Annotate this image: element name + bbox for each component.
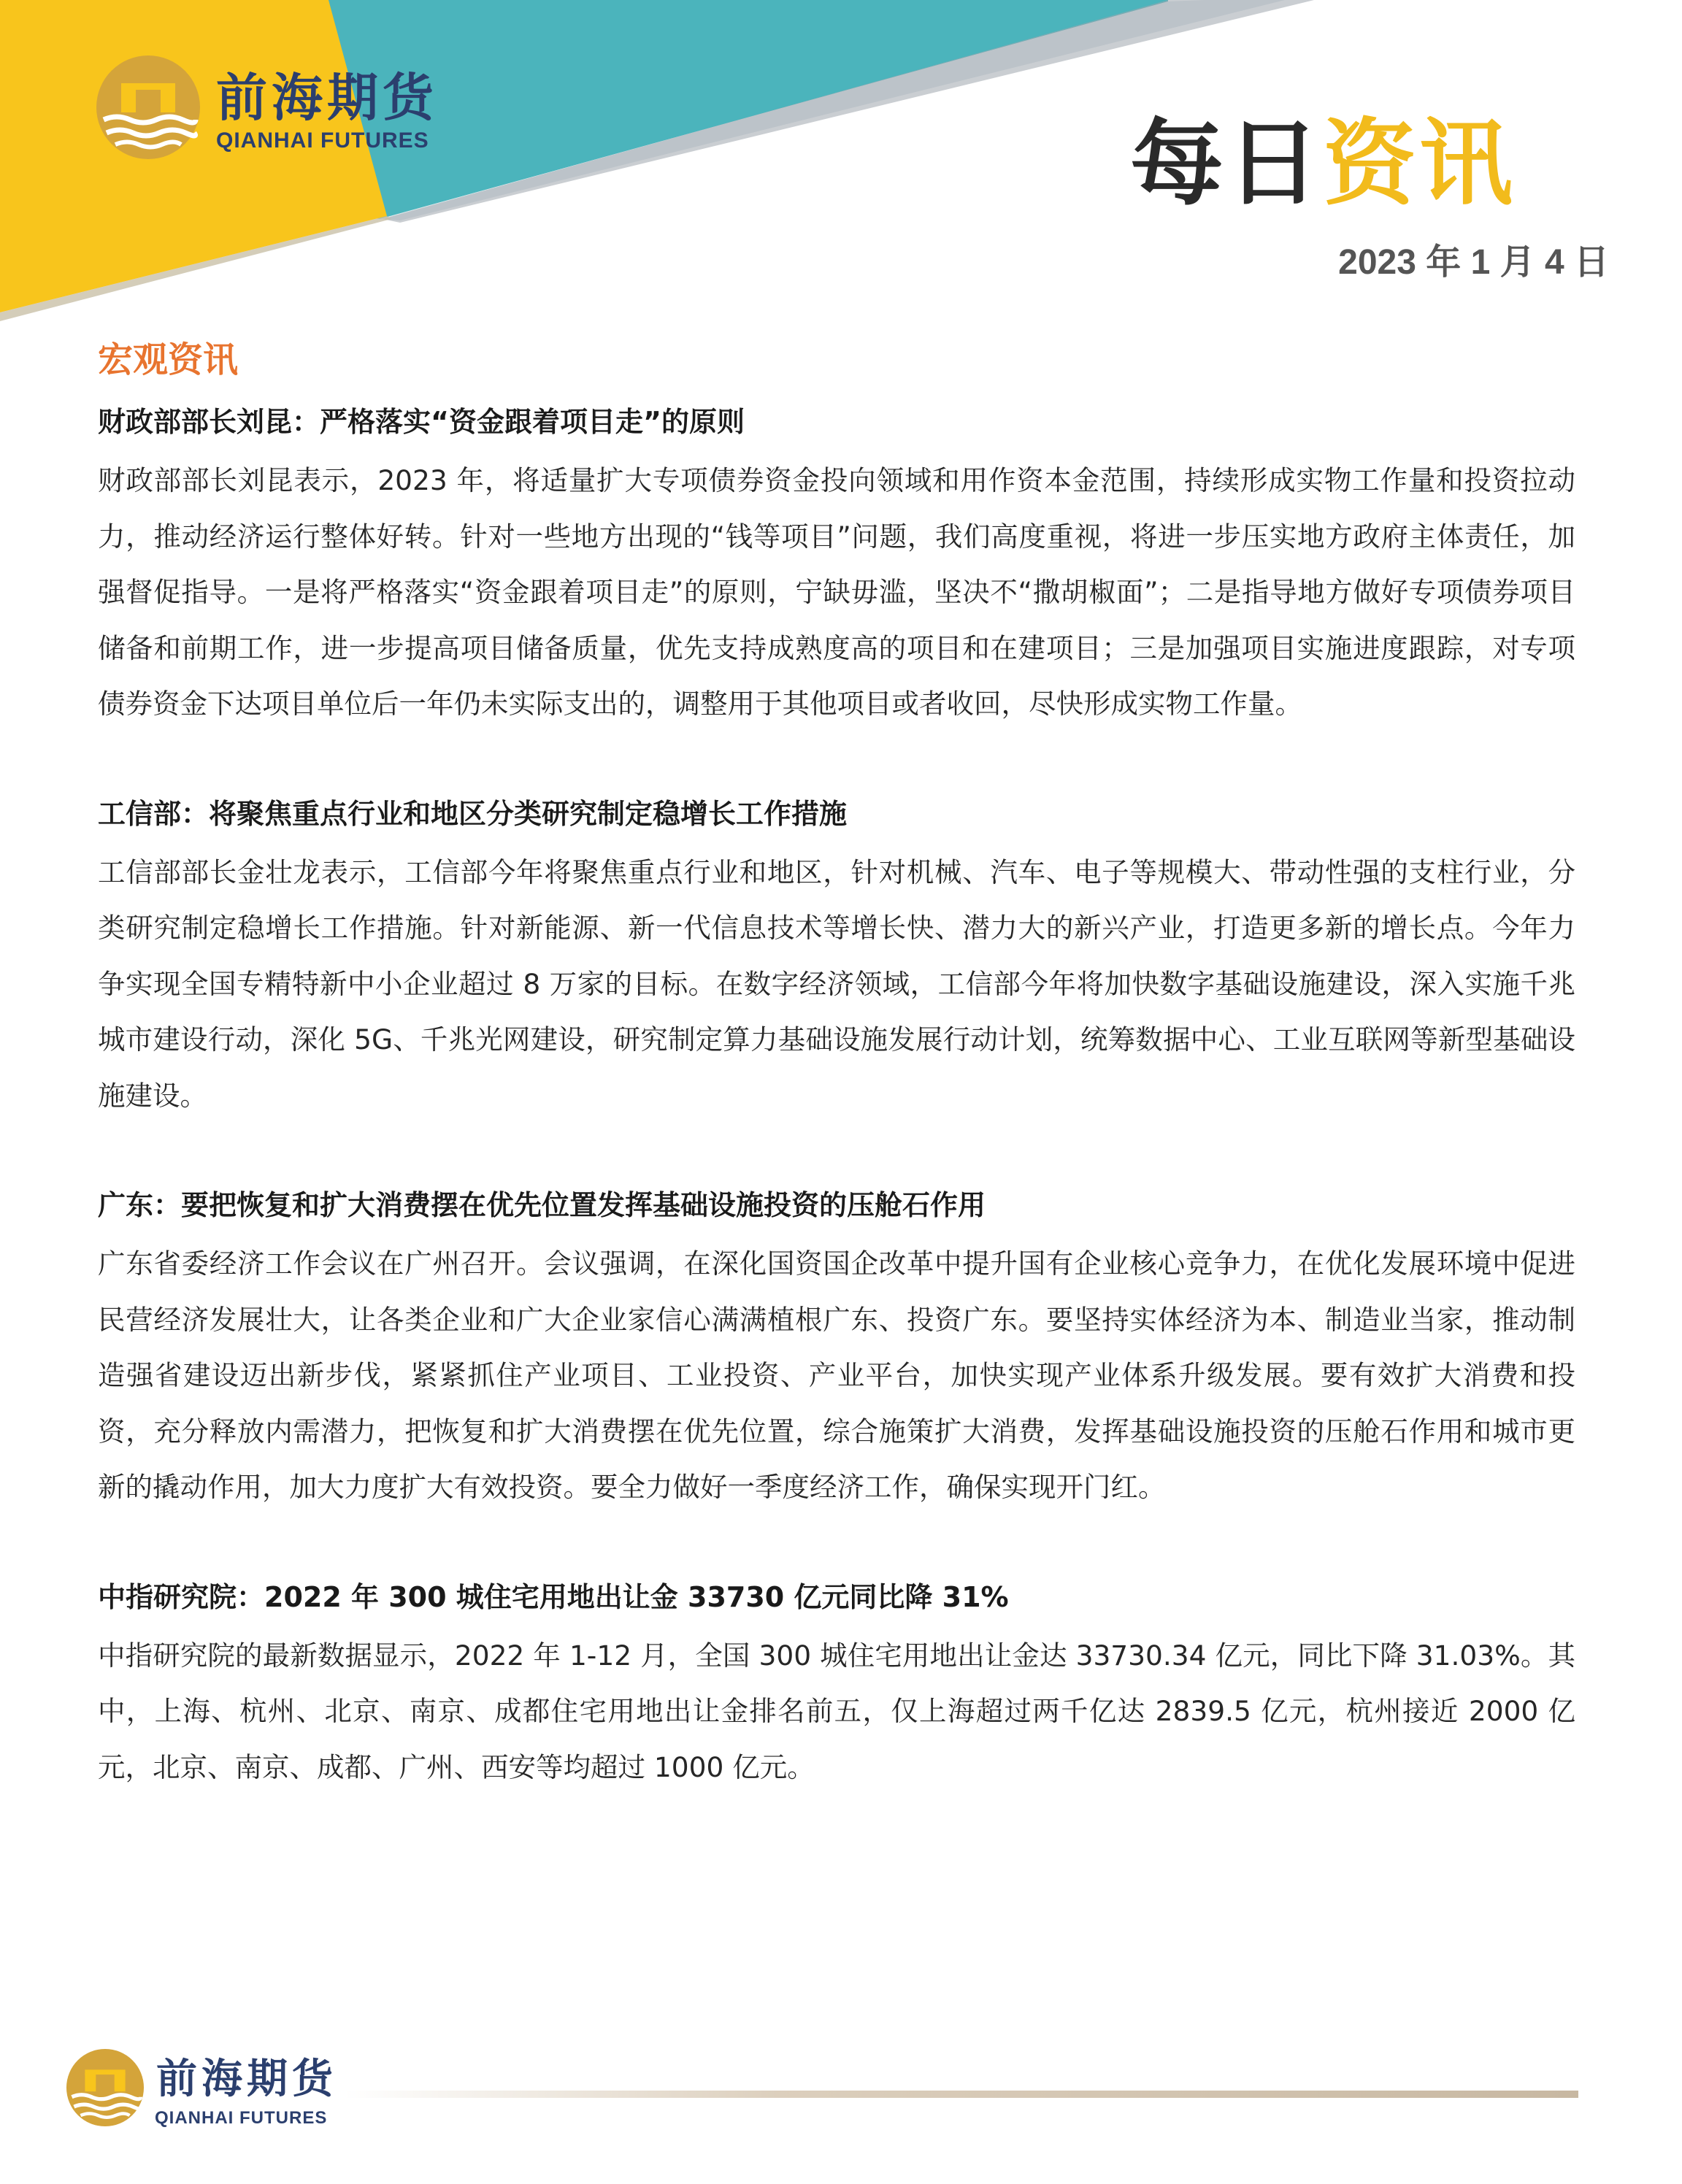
article-item [98,791,1575,1124]
article-headline: 工信部：将聚焦重点行业和地区分类研究制定稳增长工作措施 [98,797,848,830]
article-body: 中指研究院的最新数据显示，2022 年 1-12 月，全国 300 城住宅用地出让金达 33730.34 亿元，同比下降 31.03%。其中，上海、杭州、北京、南京、成都住宅用地出让金排名前五，仅上海超过两千亿达 2839.5 亿元，杭州接近 2000 亿元，北京、南京、成都、广州、西安等均超过 1000 亿元。 [98,1639,1575,1783]
footer-logo [64,2047,356,2134]
article-headline: 财政部部长刘昆：严格落实“资金跟着项目走”的原则 [98,406,745,438]
header-logo [93,53,473,162]
article-headline: 中指研究院：2022 年 300 城住宅用地出让金 33730 亿元同比降 31% [98,1580,1009,1613]
brand-name-en: QIANHAI FUTURES [216,128,429,153]
brand-name-cn: 前海期货 [216,67,438,128]
section-title: 宏观资讯 [98,339,239,380]
page-title [1130,109,1516,219]
article-item [98,1182,1575,1515]
sunrise-over-waves-icon [64,2047,146,2129]
page-title-part2: 资讯 [1323,109,1516,218]
footer-divider [345,2089,1578,2099]
article-body: 财政部部长刘昆表示，2023 年，将适量扩大专项债券资金投向领域和用作资本金范围，持续形成实物工作量和投资拉动力，推动经济运行整体好转。针对一些地方出现的“钱等项目”问题，我们高度重视，将进一步压实地方政府主体责任，加强督促指导。一是将严格落实“资金跟着项目走”的原则，宁缺毋滥，坚决不“撒胡椒面”；二是指导地方做好专项债券项目储备和前期工作，进一步提高项目储备质量，优先支持成熟度高的项目和在建项目；三是加强项目实施进度跟踪，对专项债券资金下达项目单位后一年仍未实际支出的，调整用于其他项目或者收回，尽快形成实物工作量。 [98,464,1575,720]
article-body: 工信部部长金壮龙表示，工信部今年将聚焦重点行业和地区，针对机械、汽车、电子等规模大、带动性强的支柱行业，分类研究制定稳增长工作措施。针对新能源、新一代信息技术等增长快、潜力大的新兴产业，打造更多新的增长点。今年力争实现全国专精特新中小企业超过 8 万家的目标。在数字经济领域，工信部今年将加快数字基础设施建设，深入实施千兆城市建设行动，深化 5G、千兆光网建设，研究制定算力基础设施发展行动计划，统筹数据中心、工业互联网等新型基础设施建设。 [98,855,1575,1112]
article-item [98,399,1575,732]
article-list [98,399,1575,1853]
report-date: 2023 年 1 月 4 日 [1338,243,1609,282]
brand-name-cn: 前海期货 [156,2055,337,2103]
page-title-part1: 每日 [1130,109,1324,218]
article-body: 广东省委经济工作会议在广州召开。会议强调，在深化国资国企改革中提升国有企业核心竞争力，在优化发展环境中促进民营经济发展壮大，让各类企业和广大企业家信心满满植根广东、投资广东。要坚持实体经济为本、制造业当家，推动制造强省建设迈出新步伐，紧紧抓住产业项目、工业投资、产业平台，加快实现产业体系升级发展。要有效扩大消费和投资，充分释放内需潜力，把恢复和扩大消费摆在优先位置，综合施策扩大消费，发挥基础设施投资的压舱石作用和城市更新的撬动作用，加大力度扩大有效投资。要全力做好一季度经济工作，确保实现开门红。 [98,1247,1575,1503]
article-headline: 广东：要把恢复和扩大消费摆在优先位置发挥基础设施投资的压舱石作用 [98,1189,986,1221]
article-item [98,1574,1575,1796]
brand-name-en: QIANHAI FUTURES [155,2108,328,2128]
sunrise-over-waves-icon [93,53,203,162]
